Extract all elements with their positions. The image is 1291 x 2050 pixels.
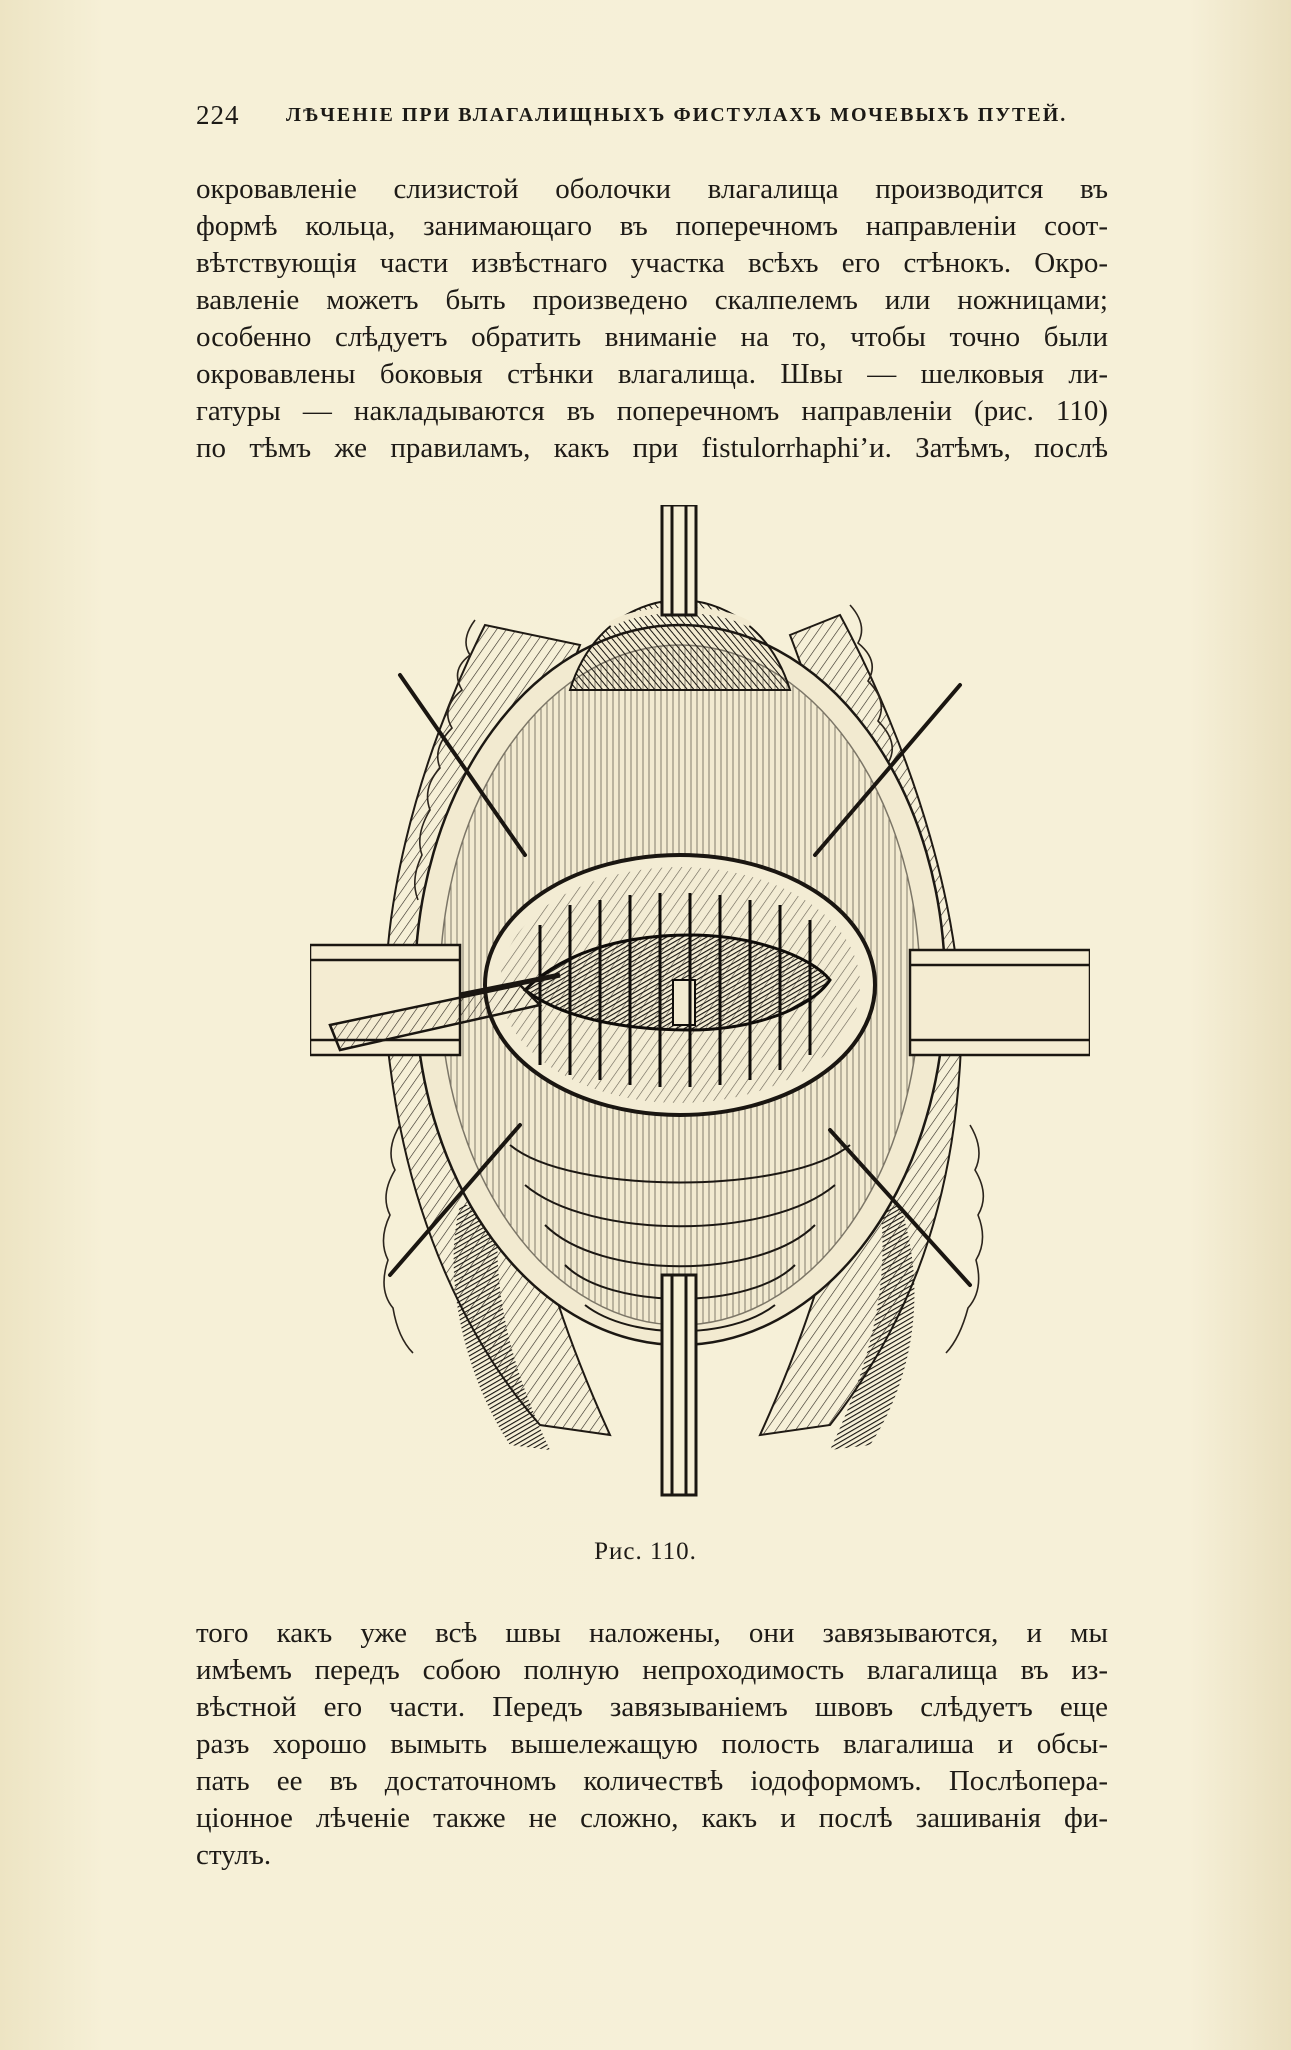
text-line: разъ хорошо вымыть вышележащую полость влагалиша и обсы-	[196, 1728, 1108, 1760]
text-line: вѣтствующія части извѣстнаго участка всѣхъ его стѣнокъ. Окро-	[196, 247, 1108, 279]
text-line: по тѣмъ же правиламъ, какъ при fistulorrhaphi’и. Затѣмъ, послѣ	[196, 432, 1108, 464]
figure-caption: Рис. 110.	[594, 1538, 697, 1565]
text-line: того какъ уже всѣ швы наложены, они завязываются, и мы	[196, 1617, 1108, 1649]
text-line: пать ее въ достаточномъ количествѣ іодоформомъ. Послѣопера-	[196, 1765, 1108, 1797]
page-number: 224	[196, 100, 240, 130]
paragraph-bottom	[196, 1615, 1108, 1874]
text-line: имѣемъ передъ собою полную непроходимость влагалища въ из-	[196, 1654, 1108, 1686]
text-line: особенно слѣдуетъ обратить вниманіе на то, чтобы точно были	[196, 321, 1108, 353]
text-line: ціонное лѣченіе также не сложно, какъ и послѣ зашиванія фи-	[196, 1802, 1108, 1834]
text-line: окровавлены боковыя стѣнки влагалища. Швы — шелковыя ли-	[196, 358, 1108, 390]
running-title: ЛѢЧЕНІЕ ПРИ ВЛАГАЛИЩНЫХЪ ФИСТУЛАХЪ МОЧЕВЫХЪ ПУТЕЙ.	[286, 104, 1068, 126]
paragraph-top	[196, 171, 1108, 467]
surgical-illustration	[310, 505, 1090, 1505]
text-line: стулъ.	[196, 1839, 272, 1871]
running-head	[196, 100, 1126, 140]
text-line: вѣстной его части. Передъ завязываніемъ швовъ слѣдуетъ еще	[196, 1691, 1108, 1723]
text-line: окровавленіе слизистой оболочки влагалища производится въ	[196, 173, 1108, 205]
text-line: вавленіе можетъ быть произведено скалпелемъ или ножницами;	[196, 284, 1108, 316]
text-line: формѣ кольца, занимающаго въ поперечномъ направленіи соот-	[196, 210, 1108, 242]
text-line: гатуры — накладываются въ поперечномъ направленіи (рис. 110)	[196, 395, 1108, 427]
